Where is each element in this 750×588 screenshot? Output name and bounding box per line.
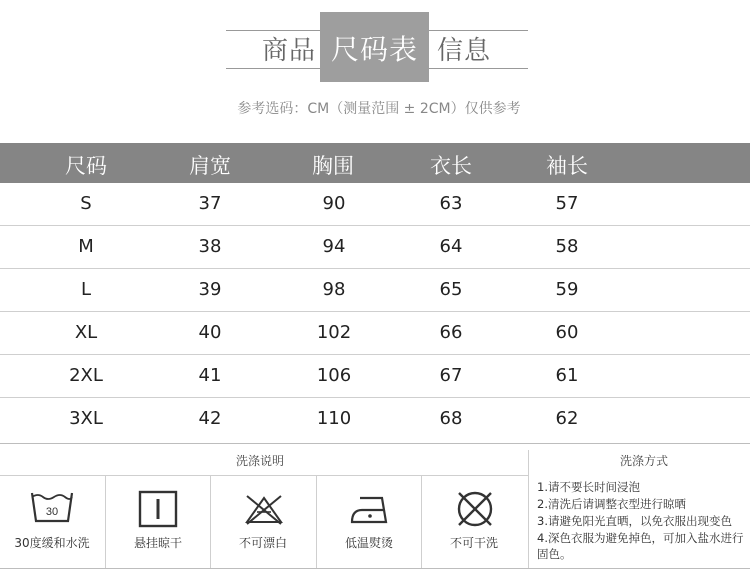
no-bleach-label: 不可漂白 (238, 536, 287, 550)
cell-sleeve: 57 (555, 193, 579, 214)
method-item: 3.请避免阳光直晒，以免衣服出现变色 (537, 514, 732, 528)
header-title-box (320, 12, 429, 82)
low-iron-label: 低温熨烫 (344, 536, 393, 550)
cell-chest: 110 (316, 408, 352, 429)
header-title-left: 商品 (262, 36, 317, 66)
cell-length: 68 (439, 408, 463, 429)
cell-length: 66 (439, 322, 463, 343)
method-item: 2.清洗后请调整衣型进行晾晒 (537, 497, 686, 511)
no-bleach-icon (243, 492, 285, 526)
icon-divider (421, 476, 422, 568)
washing-method-divider (528, 450, 529, 568)
column-header-sleeve: 袖长 (546, 154, 588, 178)
no-dry-clean-icon (455, 490, 495, 528)
cell-size: 2XL (69, 365, 103, 386)
cell-length: 67 (439, 365, 463, 386)
cell-sleeve: 60 (555, 322, 579, 343)
column-header-size: 尺码 (65, 154, 107, 178)
cell-sleeve: 62 (555, 408, 579, 429)
cell-sleeve: 61 (555, 365, 579, 386)
cell-shoulder: 41 (198, 365, 222, 386)
header-title-center: 尺码表 (330, 33, 418, 66)
wash-30-label: 30度缓和水洗 (14, 536, 90, 550)
no-dry-clean-label: 不可干洗 (449, 536, 498, 550)
cell-shoulder: 39 (198, 279, 222, 300)
cell-chest: 90 (322, 193, 346, 214)
washing-title-divider (0, 475, 528, 476)
cell-shoulder: 40 (198, 322, 222, 343)
method-item: 1.请不要长时间浸泡 (537, 480, 640, 494)
hang-dry-icon (138, 490, 178, 528)
icon-divider (105, 476, 106, 568)
size-table-header (0, 143, 750, 183)
hang-dry-label: 悬挂晾干 (133, 536, 182, 550)
low-iron-icon (348, 494, 390, 526)
method-title: 洗涤方式 (620, 454, 669, 468)
table-row (0, 226, 750, 269)
washing-title: 洗涤说明 (236, 454, 285, 468)
cell-size: S (80, 193, 92, 214)
icon-divider (210, 476, 211, 568)
cell-sleeve: 59 (555, 279, 579, 300)
table-row (0, 398, 750, 441)
cell-length: 64 (439, 236, 463, 257)
wash-temp-label: 30 (45, 506, 59, 518)
wash-30-icon (30, 489, 74, 527)
header-subtitle: 参考选码：CM（测量范围 ± 2CM）仅供参考 (237, 101, 521, 117)
cell-size: XL (74, 322, 98, 343)
table-row (0, 183, 750, 226)
icon-divider (316, 476, 317, 568)
column-header-length: 衣长 (430, 154, 472, 178)
table-row (0, 312, 750, 355)
cell-chest: 94 (322, 236, 346, 257)
table-row (0, 355, 750, 398)
cell-length: 63 (439, 193, 463, 214)
header-title-right: 信息 (437, 36, 492, 66)
method-item: 4.深色衣服为避免掉色，可加入盐水进行固色。 (537, 531, 744, 561)
table-row (0, 269, 750, 312)
cell-length: 65 (439, 279, 463, 300)
cell-size: 3XL (69, 408, 103, 429)
cell-shoulder: 38 (198, 236, 222, 257)
cell-size: L (80, 279, 92, 300)
cell-chest: 106 (316, 365, 352, 386)
cell-shoulder: 42 (198, 408, 222, 429)
cell-chest: 98 (322, 279, 346, 300)
cell-shoulder: 37 (198, 193, 222, 214)
column-header-chest: 胸围 (312, 154, 354, 178)
cell-sleeve: 58 (555, 236, 579, 257)
cell-size: M (78, 236, 94, 257)
cell-chest: 102 (316, 322, 352, 343)
column-header-shoulder: 肩宽 (189, 154, 231, 178)
